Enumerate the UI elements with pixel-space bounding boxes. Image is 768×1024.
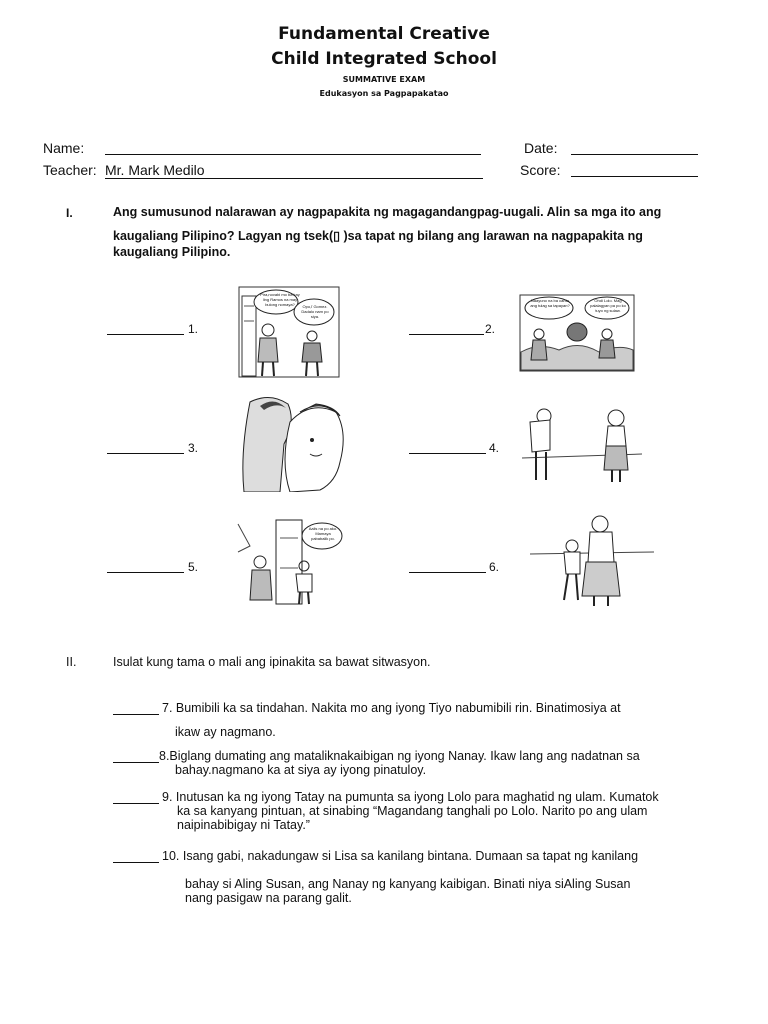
part1-instruction	[113, 200, 733, 260]
question-9-line3: naipinabibigay ni Tatay.”	[177, 818, 310, 832]
question-8-line1: 8.Biglang dumating ang mataliknakaibigan ng iyong Nanay. Ikaw lang ang nadatnan sa	[159, 749, 640, 763]
answer-blank-3[interactable]	[107, 441, 184, 454]
speech-bubble-5a: Aalis na po ako. Mamaya pababalik po.	[308, 526, 338, 541]
question-7-line1: 7. Bumibili ka sa tindahan. Nakita mo ang iyong Tiyo nabumibili rin. Binatimosiya at	[162, 701, 621, 715]
answer-blank-9[interactable]	[113, 791, 159, 804]
answer-blank-4[interactable]	[409, 441, 486, 454]
score-label: Score:	[520, 162, 561, 178]
item-number-1: 1.	[188, 322, 199, 336]
answer-blank-6[interactable]	[409, 560, 486, 573]
date-label: Date:	[524, 140, 558, 156]
school-name-line2: Child Integrated School	[271, 49, 497, 69]
question-9-line2: ka sa kanyang pintuan, at sinabing “Magandang tanghali po Lolo. Narito po ang ulam	[177, 804, 648, 818]
part1-instruction-line1: Ang sumusunod nalarawan ay nagpapakita ng magagandangpag-uugali. Alin sa mga ito ang	[113, 205, 662, 219]
answer-blank-2[interactable]	[409, 322, 484, 335]
speech-bubble-2b: Ohdi Lolo. Mag palalagyan pa po ko tuyo ng sulaw.	[590, 298, 626, 313]
illustration-3-image	[240, 392, 352, 492]
item-number-3: 3.	[188, 441, 199, 455]
question-7-line2: ikaw ay nagmano.	[175, 725, 276, 739]
answer-blank-8[interactable]	[113, 750, 159, 763]
illustration-6-image	[530, 512, 654, 608]
teacher-field[interactable]	[105, 162, 483, 179]
teacher-label: Teacher:	[43, 162, 97, 178]
answer-blank-7[interactable]	[113, 702, 159, 715]
school-name-line1: Fundamental Creative	[278, 24, 490, 44]
illustration-4-image	[522, 400, 642, 486]
answer-blank-1[interactable]	[107, 322, 184, 335]
question-10-line3: nang pasigaw na parang galit.	[185, 891, 352, 905]
answer-blank-10[interactable]	[113, 850, 159, 863]
speech-bubble-1a: Pira,novabi mo ba kay ling Ramos na may bulong nomaya?	[260, 292, 300, 307]
score-field[interactable]	[571, 162, 698, 177]
name-field[interactable]	[105, 140, 481, 155]
speech-bubble-1b: Opo,ĩ Gomez. Dadalo nam po siya.	[301, 304, 329, 319]
date-field[interactable]	[571, 140, 698, 155]
question-9-line1: 9. Inutusan ka ng iyong Tatay na pumunta sa iyong Lolo para maghatid ng ulam. Kumatok	[162, 790, 659, 804]
item-number-5: 5.	[188, 560, 199, 574]
name-label: Name:	[43, 140, 85, 156]
part1-instruction-line2: kaugaliang Pilipino? Lagyan ng tsek(▯ )sa tapat ng bilang ang larawan na nagpapakita ng	[113, 229, 643, 243]
speech-bubble-2a: Naayuno na ba cardo ang tulag sa tapayan?	[530, 298, 570, 308]
item-number-2: 2.	[485, 322, 496, 336]
part1-numeral: I.	[66, 206, 73, 220]
answer-blank-5[interactable]	[107, 560, 184, 573]
exam-type: SUMMATIVE EXAM	[342, 75, 426, 84]
question-10-line2: bahay si Aling Susan, ang Nanay ng kanyang kaibigan. Binati niya siAling Susan	[185, 877, 631, 891]
part1-instruction-line3: kaugaliang Pilipino.	[113, 245, 231, 259]
question-10-line1: 10. Isang gabi, nakadungaw si Lisa sa kanilang bintana. Dumaan sa tapat ng kanilang	[162, 849, 639, 863]
item-number-6: 6.	[489, 560, 500, 574]
part2-numeral: II.	[66, 655, 77, 669]
teacher-value: Mr. Mark Medilo	[105, 162, 205, 178]
part2-instruction: Isulat kung tama o mali ang ipinakita sa bawat sitwasyon.	[113, 655, 431, 669]
exam-subject: Edukasyon sa Pagpapakatao	[319, 89, 449, 98]
question-8-line2: bahay.nagmano ka at siya ay iyong pinatuloy.	[175, 763, 427, 777]
item-number-4: 4.	[489, 441, 500, 455]
